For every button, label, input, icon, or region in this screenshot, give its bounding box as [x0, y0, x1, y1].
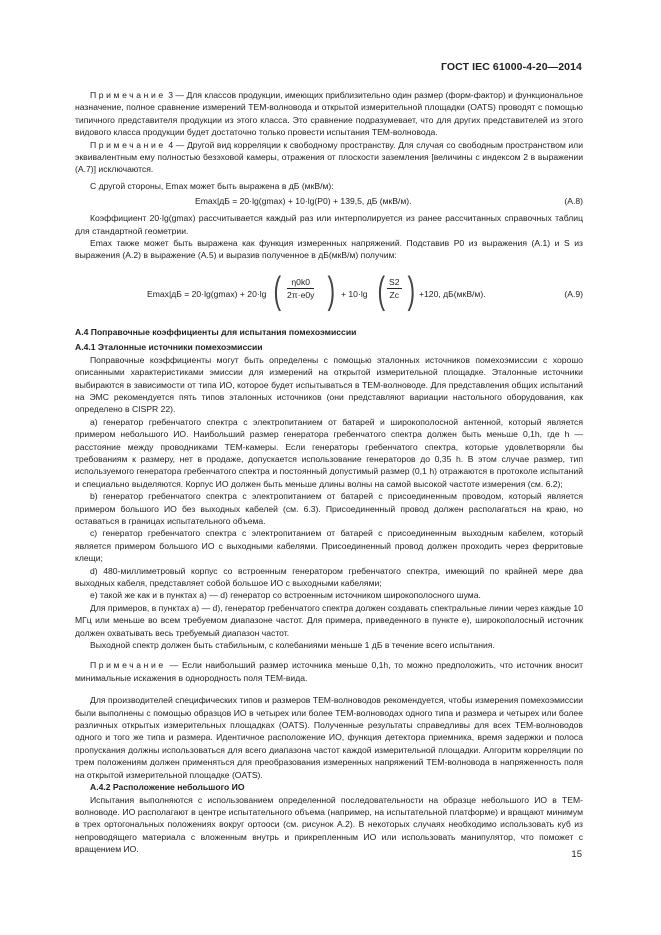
left-paren: (	[377, 269, 386, 312]
equation-a9-number: (А.9)	[564, 288, 583, 299]
list-item-a: a) генератор гребенчатого спектра с электропитанием от батарей и широкополосной антенной, который является примером небольшого ИО. Наибольший размер генератора гребенчатого спектра должен быть меньше 0,1h, где h — расстояние между проводниками ТЕМ-камеры. Если генераторы гребенчатого спектра, которые удовлетворяли бы требованиям к размеру, нет в продаже, допускается использование генераторов до 0,35 h. В этом случае размер, тип используемого генератора гребенчатого спектра и постоянный допустимый размер (0,1 h) отражаются в протоколе испытаний и специально выделяются. Корпус ИО должен быть меньше длины волны на самой высокой частоте измерения (см. 6.2);	[75, 416, 583, 489]
note-3	[75, 89, 583, 139]
note-number: 3	[168, 90, 173, 100]
list-item-d: d) 480-миллиметровый корпус со встроенным генератором гребенчатого спектра, имеющий по крайней мере два выходных кабеля, представляет собой большое ИО с выходными кабелями;	[75, 565, 583, 588]
equation-a9-lhs: Emax|дБ = 20·lg(gmax) + 20·lg	[147, 288, 267, 299]
paragraph: Для примеров, в пунктах a) — d), генератор гребенчатого спектра должен создавать спектральные линии через каждые 10 МГц или меньше во всем требуемом диапазоне частот. Для примера, приведенного в пункте e), широкополосный источник должен охватывать весь требуемый диапазон частот.	[75, 602, 583, 638]
fraction-1-numerator: η0k0	[287, 276, 314, 289]
right-paren: )	[407, 269, 416, 312]
equation-a8-number: (А.8)	[564, 196, 583, 207]
left-paren: (	[273, 269, 282, 312]
page-body	[75, 89, 583, 856]
note-5	[75, 659, 583, 684]
document-header: ГОСТ IEC 61000-4-20—2014	[440, 61, 582, 73]
note-text: — Другой вид корреляции к свободному пространству. Для случая со свободным пространством или эквивалентным ему полностью безэховой камеры, отражения от плоскости заземления [величины с индексом 2 в выражении (А.7)] исключаются.	[75, 139, 583, 175]
paragraph: Испытания выполняются с использованием определенной последовательности на образце небольшого ИО в ТЕМ-волноводе. ИО располагают в центре испытательного объема (например, на испытательной платформе) и вращают минимум в трех ортогональных положениях вокруг ортооси (см. рисунок А.2). В некоторых случаях необходимо использовать куб из непроводящего материала с вложенным внутрь и прикрепленным ИО или использовать манипулятор, что поможет с вращением ИО.	[75, 794, 583, 855]
note-label: Примечание	[90, 90, 166, 100]
note-label: Примечание	[90, 139, 166, 150]
list-item-c: c) генератор гребенчатого спектра с электропитанием от батарей с присоединенным выходным кабелем, который является примером большого ИО с выходными кабелями. Присоединенный провод должен проходить через ферритовые клещи;	[75, 528, 583, 564]
fraction-2-numerator: S2	[387, 276, 402, 289]
section-a42-title: А.4.2 Расположение небольшого ИО	[90, 782, 245, 793]
paragraph: Выходной спектр должен быть стабильным, с колебаниями меньше 1 дБ в течение всего испытания.	[90, 640, 495, 651]
fraction-1	[287, 276, 314, 302]
section-a41-title: А.4.1 Эталонные источники помехоэмиссии	[75, 342, 263, 353]
fraction-2	[387, 276, 402, 302]
equation-a9	[75, 268, 583, 320]
equation-a8-formula: Emax|дБ = 20·lg(gmax) + 10·lg(P0) + 139,5, дБ (мкВ/м).	[195, 196, 412, 207]
equation-a9-mid: + 10·lg	[341, 288, 368, 299]
section-a4-title: А.4 Поправочные коэффициенты для испытания помехоэмиссии	[75, 326, 357, 337]
emax-function-text: Emax также может быть выражена как функция измеренных напряжений. Подставив P0 из выражения (А.1) и S из выражения (А.2) в выражение (А.5) и выразив полученное в дБ(мкВ/м) получим:	[75, 238, 583, 261]
coefficient-text: Коэффициент 20·lg(gmax) рассчитывается каждый раз или интерполируется из ранее рассчитанных справочных таблиц для стандартной геометрии.	[75, 213, 583, 236]
note-text: — Если наибольший размер источника меньше 0,1h, то можно предположить, что источник вносит минимальные искажения в однородность поля ТЕМ-вида.	[75, 660, 584, 683]
equation-a9-tail: +120, дБ(мкВ/м).	[419, 288, 486, 299]
emax-intro: С другой стороны, Emax может быть выражена в дБ (мкВ/м):	[90, 180, 334, 191]
right-paren: )	[327, 269, 336, 312]
equation-a8	[75, 195, 583, 208]
page-number: 15	[571, 849, 582, 860]
paragraph: Поправочные коэффициенты могут быть определены с помощью эталонных источников помехоэмиссии с хорошо описанными характеристиками эмиссии для измерений на открытой измерительной площадке. Эталонные источники выбираются в зависимости от типа ИО, которое будет испытываться в ТЕМ-волноводе. Для представления общих испытаний на ЭМС рекомендуется пять типов эталонных источников (они представляют вариации настольного оборудования, как определено в CISPR 22).	[75, 354, 583, 415]
fraction-2-denominator: Zc	[389, 290, 400, 301]
paragraph: Для производителей специфических типов и размеров ТЕМ-волноводов рекомендуется, чтобы измерения помехоэмиссии были выполнены с помощью образцов ИО в четырех или более ТЕМ-волноводах одного типа и размера и четырех или более различных открытых измерительных площадках (OATS). Полученные результаты справедливы для всех ТЕМ-волноводов одного и того же типа и размера. Идентичное расположение ИО, функция детектора приемника, время задержки и полоса пропускания должны использоваться для всего диапазона частот каждой измерительной площадки. Алгоритм корреляции по трем положениям должен применяться для преобразования измеренных напряжений ТЕМ-волновода в напряженность поля на открытой измерительной площадке (OATS).	[75, 695, 583, 780]
note-label: Примечание	[90, 660, 166, 671]
list-item-e: e) такой же как и в пунктах a) — d) генератор со встроенным источником широкополосного шума.	[90, 590, 481, 601]
note-text: — Для классов продукции, имеющих приблизительно один размер (форм-фактор) и функциональное назначение, полное сравнение измерений ТЕМ-волновода и открытой измерительной площадки (OATS) проводят с помощью типичного представителя продукции из этого класса. Это сравнение подразумевает, что для других представителей из этого видового класса продукции будет достаточно только провести испытания ТЕМ-волновода.	[75, 90, 584, 138]
note-4	[75, 139, 583, 176]
fraction-1-denominator: 2π·e0y	[287, 290, 315, 301]
note-number: 4	[168, 139, 174, 150]
list-item-b: b) генератор гребенчатого спектра с электропитанием от батарей с присоединенным проводом, который является примером большого ИО без выходных кабелей (см. 6.3). Присоединенный провод должен располагаться на краю, но оставаться в границах испытательного объема.	[75, 491, 583, 526]
